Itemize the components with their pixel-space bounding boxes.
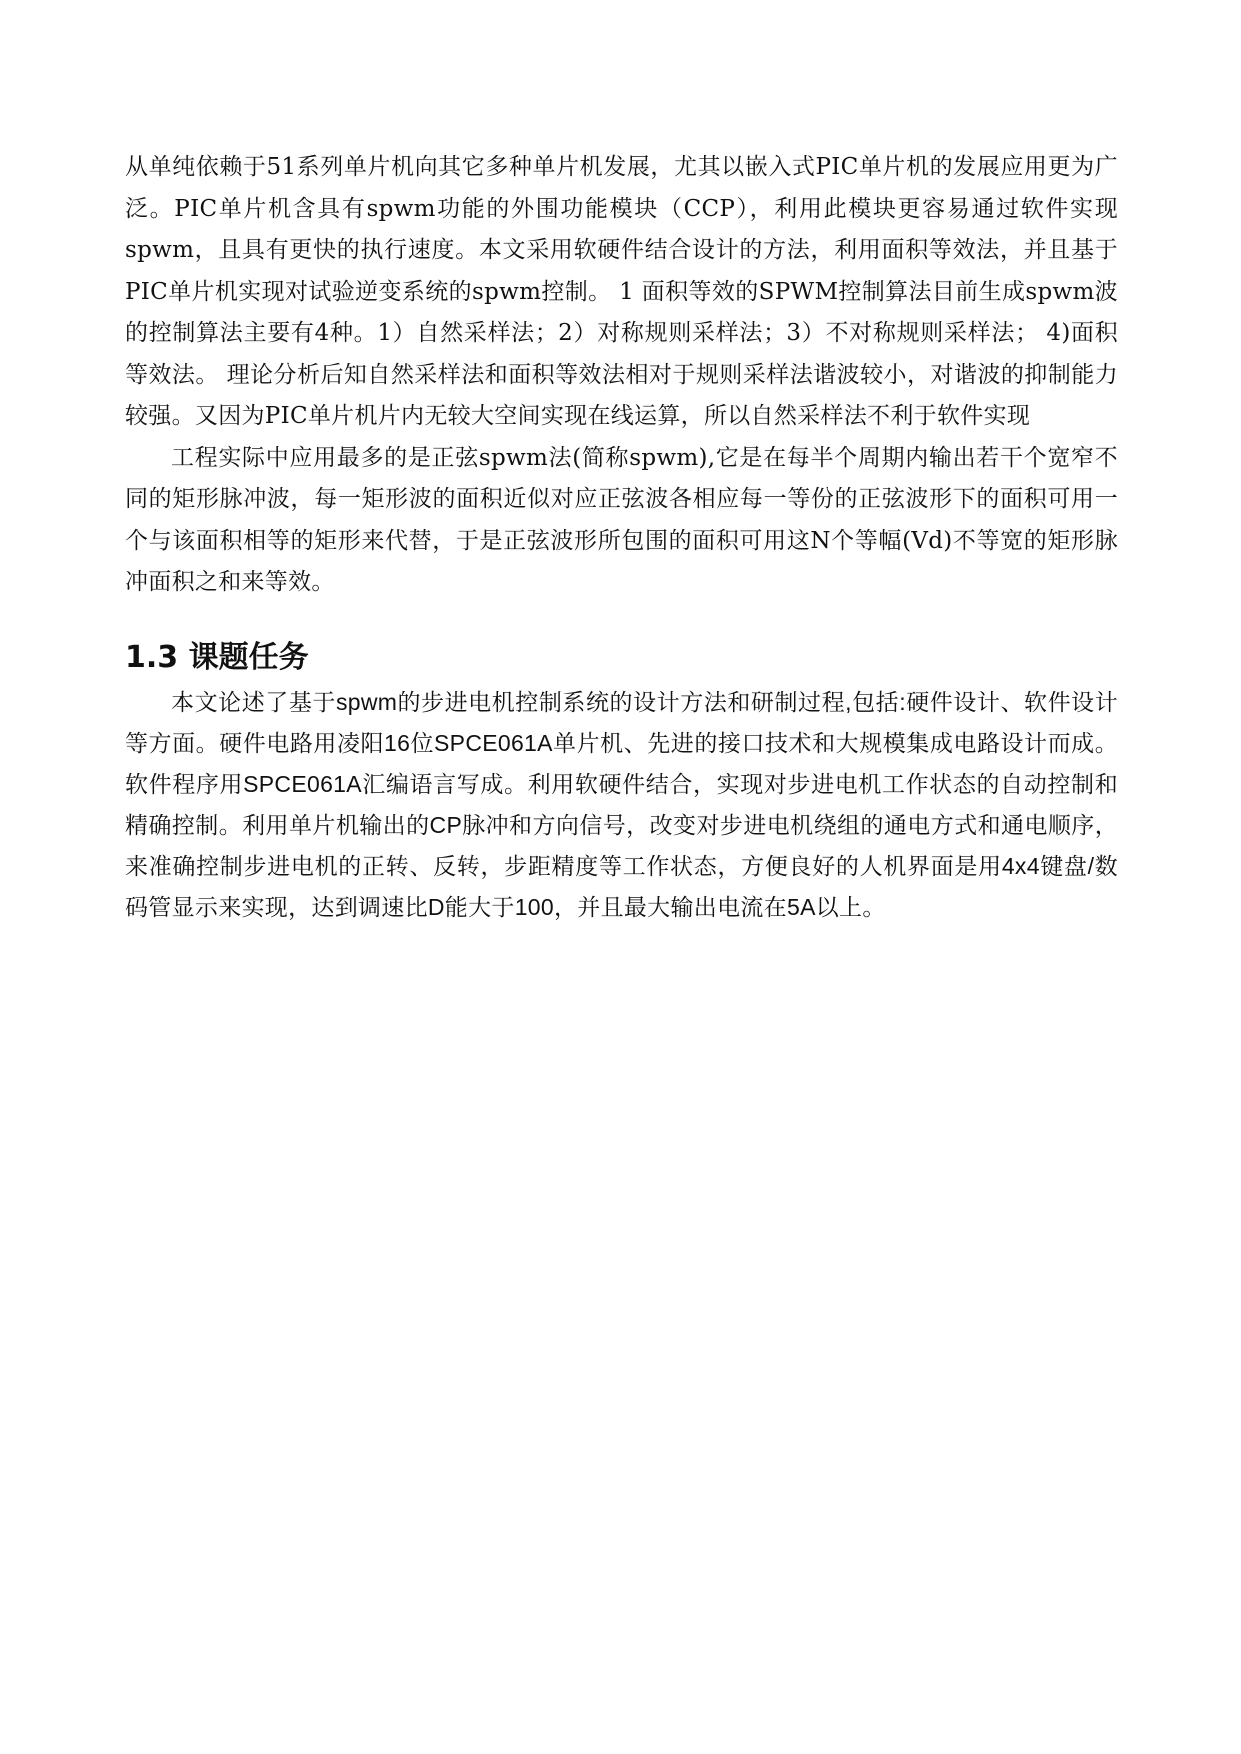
section-heading: 1.3 课题任务	[125, 639, 309, 675]
body-paragraph: 工程实际中应用最多的是正弦spwm法(简称spwm),它是在每半个周期内输出若干个宽窄不同的矩形脉冲波，每一矩形波的面积近似对应正弦波各相应每一等份的正弦波形下的面积可用一个与该面积相等的矩形来代替，于是正弦波形所包围的面积可用这N个等幅(Vd)不等宽的矩形脉冲面积之和来等效。	[125, 444, 1118, 595]
body-paragraph: 从单纯依赖于51系列单片机向其它多种单片机发展，尤其以嵌入式PIC单片机的发展应用更为广泛。PIC单片机含具有spwm功能的外围功能模块（CCP），利用此模块更容易通过软件实现spwm，且具有更快的执行速度。本文采用软硬件结合设计的方法，利用面积等效法，并且基于PIC单片机实现对试验逆变系统的spwm控制。 1 面积等效的SPWM控制算法目前生成spwm波的控制算法主要有4种。1）自然采样法；2）对称规则采样法；3）不对称规则采样法； 4)面积等效法。 理论分析后知自然采样法和面积等效法相对于规则采样法谐波较小，对谐波的抑制能力较强。又因为PIC单片机片内无较大空间实现在线运算，所以自然采样法不利于软件实现	[125, 154, 1118, 429]
document-body	[125, 147, 1118, 928]
body-paragraph: 本文论述了基于spwm的步进电机控制系统的设计方法和研制过程,包括:硬件设计、软件设计等方面。硬件电路用凌阳16位SPCE061A单片机、先进的接口技术和大规模集成电路设计而成。软件程序用SPCE061A汇编语言写成。利用软硬件结合，实现对步进电机工作状态的自动控制和精确控制。利用单片机输出的CP脉冲和方向信号，改变对步进电机绕组的通电方式和通电顺序，来准确控制步进电机的正转、反转，步距精度等工作状态，方便良好的人机界面是用4x4键盘/数码管显示来实现，达到调速比D能大于100，并且最大输出电流在5A以上。	[125, 688, 1118, 920]
